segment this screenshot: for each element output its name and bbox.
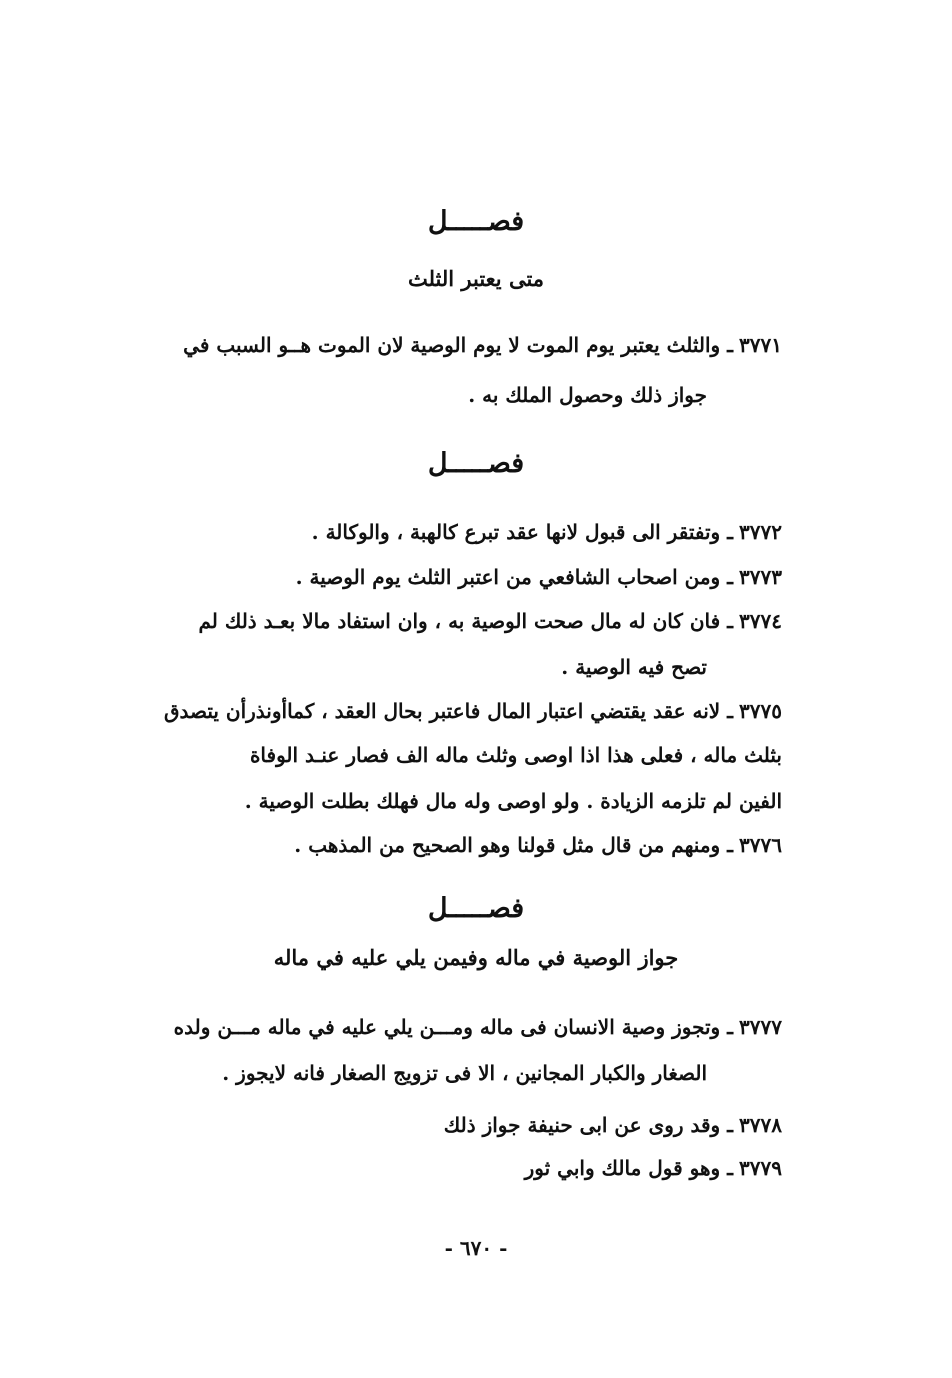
paragraph-line bbox=[162, 1153, 782, 1183]
paragraph-line bbox=[162, 1110, 782, 1140]
paragraph-text: ـ فان كان له مال صحت الوصية به ، وان استفاد مالا بعـد ذلك لم bbox=[198, 609, 734, 633]
paragraph-line bbox=[162, 562, 782, 592]
paragraph-number: ٣٧٧٨ bbox=[739, 1113, 782, 1137]
paragraph-continuation: الفين لم تلزمه الزيادة . ولو اوصى وله مال فهلك بطلت الوصية . bbox=[244, 789, 782, 813]
section-subheading: جواز الوصية في ماله وفيمن يلي عليه في ماله bbox=[273, 945, 679, 970]
section-heading: فصـــــل bbox=[427, 206, 525, 237]
paragraph-number: ٣٧٧٢ bbox=[739, 520, 782, 544]
page-number: - ٦٧٠ - bbox=[444, 1236, 508, 1260]
paragraph-text: ـ وتجوز وصية الانسان فى ماله ومـــن يلي عليه في ماله مـــن ولده bbox=[173, 1015, 734, 1039]
paragraph-line bbox=[162, 330, 782, 360]
paragraph-number: ٣٧٧٩ bbox=[739, 1156, 782, 1180]
paragraph-line bbox=[162, 696, 782, 726]
section-heading: فصـــــل bbox=[427, 893, 525, 924]
paragraph-text: ـ ومنهم من قال مثل قولنا وهو الصحيح من المذهب . bbox=[294, 833, 734, 857]
section-subheading: متى يعتبر الثلث bbox=[407, 266, 545, 291]
paragraph-continuation: الصغار والكبار المجانين ، الا فى تزويج الصغار فانه لايجوز . bbox=[222, 1061, 707, 1085]
paragraph-text: ـ وهو قول مالك وابي ثور bbox=[524, 1156, 734, 1180]
paragraph-text: ـ وتفتقر الى قبول لانها عقد تبرع كالهبة ، والوكالة . bbox=[311, 520, 734, 544]
paragraph-text: ـ لانه عقد يقتضي اعتبار المال فاعتبر بحال العقد ، كماأونذرأن يتصدق bbox=[163, 699, 734, 723]
paragraph-number: ٣٧٧١ bbox=[739, 333, 782, 357]
paragraph-number: ٣٧٧٣ bbox=[739, 565, 782, 589]
paragraph-line bbox=[162, 830, 782, 860]
section-heading: فصـــــل bbox=[427, 448, 525, 479]
paragraph-line bbox=[152, 1012, 782, 1042]
paragraph-continuation: بثلث ماله ، فعلى هذا اذا اوصى وثلث ماله الف فصار عنـد الوفاة bbox=[249, 743, 782, 767]
paragraph-text: ـ والثلث يعتبر يوم الموت لا يوم الوصية لان الموت هــو السبب في bbox=[183, 333, 734, 357]
paragraph-continuation: جواز ذلك وحصول الملك به . bbox=[468, 383, 707, 407]
paragraph-line bbox=[162, 517, 782, 547]
paragraph-number: ٣٧٧٥ bbox=[739, 699, 782, 723]
paragraph-number: ٣٧٧٦ bbox=[739, 833, 782, 857]
paragraph-line bbox=[162, 606, 782, 636]
paragraph-number: ٣٧٧٧ bbox=[739, 1015, 782, 1039]
paragraph-number: ٣٧٧٤ bbox=[739, 609, 782, 633]
paragraph-text: ـ ومن اصحاب الشافعي من اعتبر الثلث يوم الوصية . bbox=[295, 565, 734, 589]
paragraph-continuation: تصح فيه الوصية . bbox=[561, 655, 707, 679]
paragraph-text: ـ وقد روى عن ابى حنيفة جواز ذلك bbox=[443, 1113, 734, 1137]
